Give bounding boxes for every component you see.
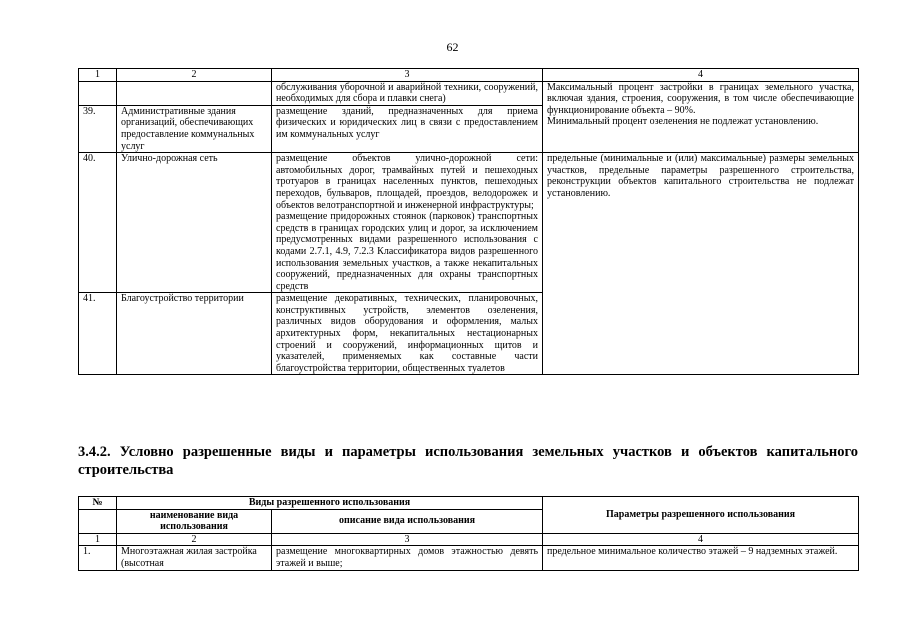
- row-number: 1.: [79, 546, 117, 570]
- page-number: 62: [446, 40, 459, 54]
- col-number-3: 3: [272, 69, 543, 82]
- row-number: 40.: [79, 153, 117, 293]
- permitted-uses-table: [78, 68, 859, 375]
- table-row: [79, 153, 859, 293]
- conditional-uses-table: [78, 496, 859, 571]
- col-number-1: 1: [79, 533, 117, 546]
- column-numbers-row: [79, 69, 859, 82]
- use-description: размещение многоквартирных домов этажностью девять этажей и выше;: [272, 546, 543, 570]
- table-row-continuation: [79, 81, 859, 105]
- col-number-4: 4: [543, 69, 859, 82]
- use-name: Административные здания организаций, обеспечивающих предоставление коммунальных услуг: [117, 105, 272, 152]
- use-description-part-2: размещение придорожных стоянок (парковок) транспортных средств в границах городских улиц и дорог, за исключением предусмотренных видами разрешенного использования с кодами 2.7.1, 4.9, 7.2.3 Классификатора видов разрешенного использования земельных участков, а также некапитальных сооружений, предназначенных для охраны транспортных средств: [276, 211, 538, 292]
- params-cell-shared: [543, 81, 859, 153]
- section-heading: 3.4.2. Условно разрешенные виды и параметры использования земельных участков и объектов капитального строительства: [78, 444, 858, 478]
- column-numbers-row: [79, 533, 859, 546]
- use-description: [272, 153, 543, 293]
- table-row: [79, 546, 859, 570]
- use-name: Благоустройство территории: [117, 293, 272, 375]
- row-number: 41.: [79, 293, 117, 375]
- col-number-3: 3: [272, 533, 543, 546]
- use-description: размещение зданий, предназначенных для приема физических и юридических лиц в связи с предоставлением им коммунальных услуг: [272, 105, 543, 152]
- group-header: Виды разрешенного использования: [117, 497, 543, 510]
- col-number-2: 2: [117, 533, 272, 546]
- name-subheader: наименование вида использования: [117, 509, 272, 533]
- empty-subheader-cell: [79, 509, 117, 533]
- col-no-header: №: [79, 497, 117, 510]
- header-row: [79, 497, 859, 510]
- cont-desc-cell: обслуживания уборочной и аварийной техники, сооружений, необходимых для сбора и плавки снега): [272, 81, 543, 105]
- use-name: Многоэтажная жилая застройка (высотная: [117, 546, 272, 570]
- params-header: Параметры разрешенного использования: [543, 497, 859, 534]
- min-green-percent-text: Минимальный процент озеленения не подлежат установлению.: [547, 116, 819, 128]
- col-number-1: 1: [79, 69, 117, 82]
- cont-name-cell: [117, 81, 272, 105]
- use-parameters: предельное минимальное количество этажей – 9 надземных этажей.: [543, 546, 859, 570]
- use-parameters: предельные (минимальные и (или) максимальные) размеры земельных участков, предельные параметры разрешенного строительства, реконструкции объектов капитального строительства не подлежат установлению.: [543, 153, 859, 375]
- col-number-2: 2: [117, 69, 272, 82]
- desc-subheader: описание вида использования: [272, 509, 543, 533]
- use-description: размещение декоративных, технических, планировочных, конструктивных устройств, элементов озеленения, различных видов оборудования и оформления, малых архитектурных форм, некапитальных нестационарных строений и сооружений, информационных щитов и указателей, применяемых как составные части благоустройства территории, общественных туалетов: [272, 293, 543, 375]
- cont-num-cell: [79, 81, 117, 105]
- use-description-part-1: размещение объектов улично-дорожной сети: автомобильных дорог, трамвайных путей и пешеходных тротуаров в границах населенных пунктов, пешеходных переходов, бульваров, площадей, проездов, велодорожек и объектов велотранспортной и инженерной инфраструктуры;: [276, 153, 538, 211]
- max-build-percent-text: Максимальный процент застройки в границах земельного участка, включая здания, строения, сооружения, в том числе обеспечивающие функционирование объекта – 90%.: [547, 81, 854, 116]
- row-number: 39.: [79, 105, 117, 152]
- use-name: Улично-дорожная сеть: [117, 153, 272, 293]
- col-number-4: 4: [543, 533, 859, 546]
